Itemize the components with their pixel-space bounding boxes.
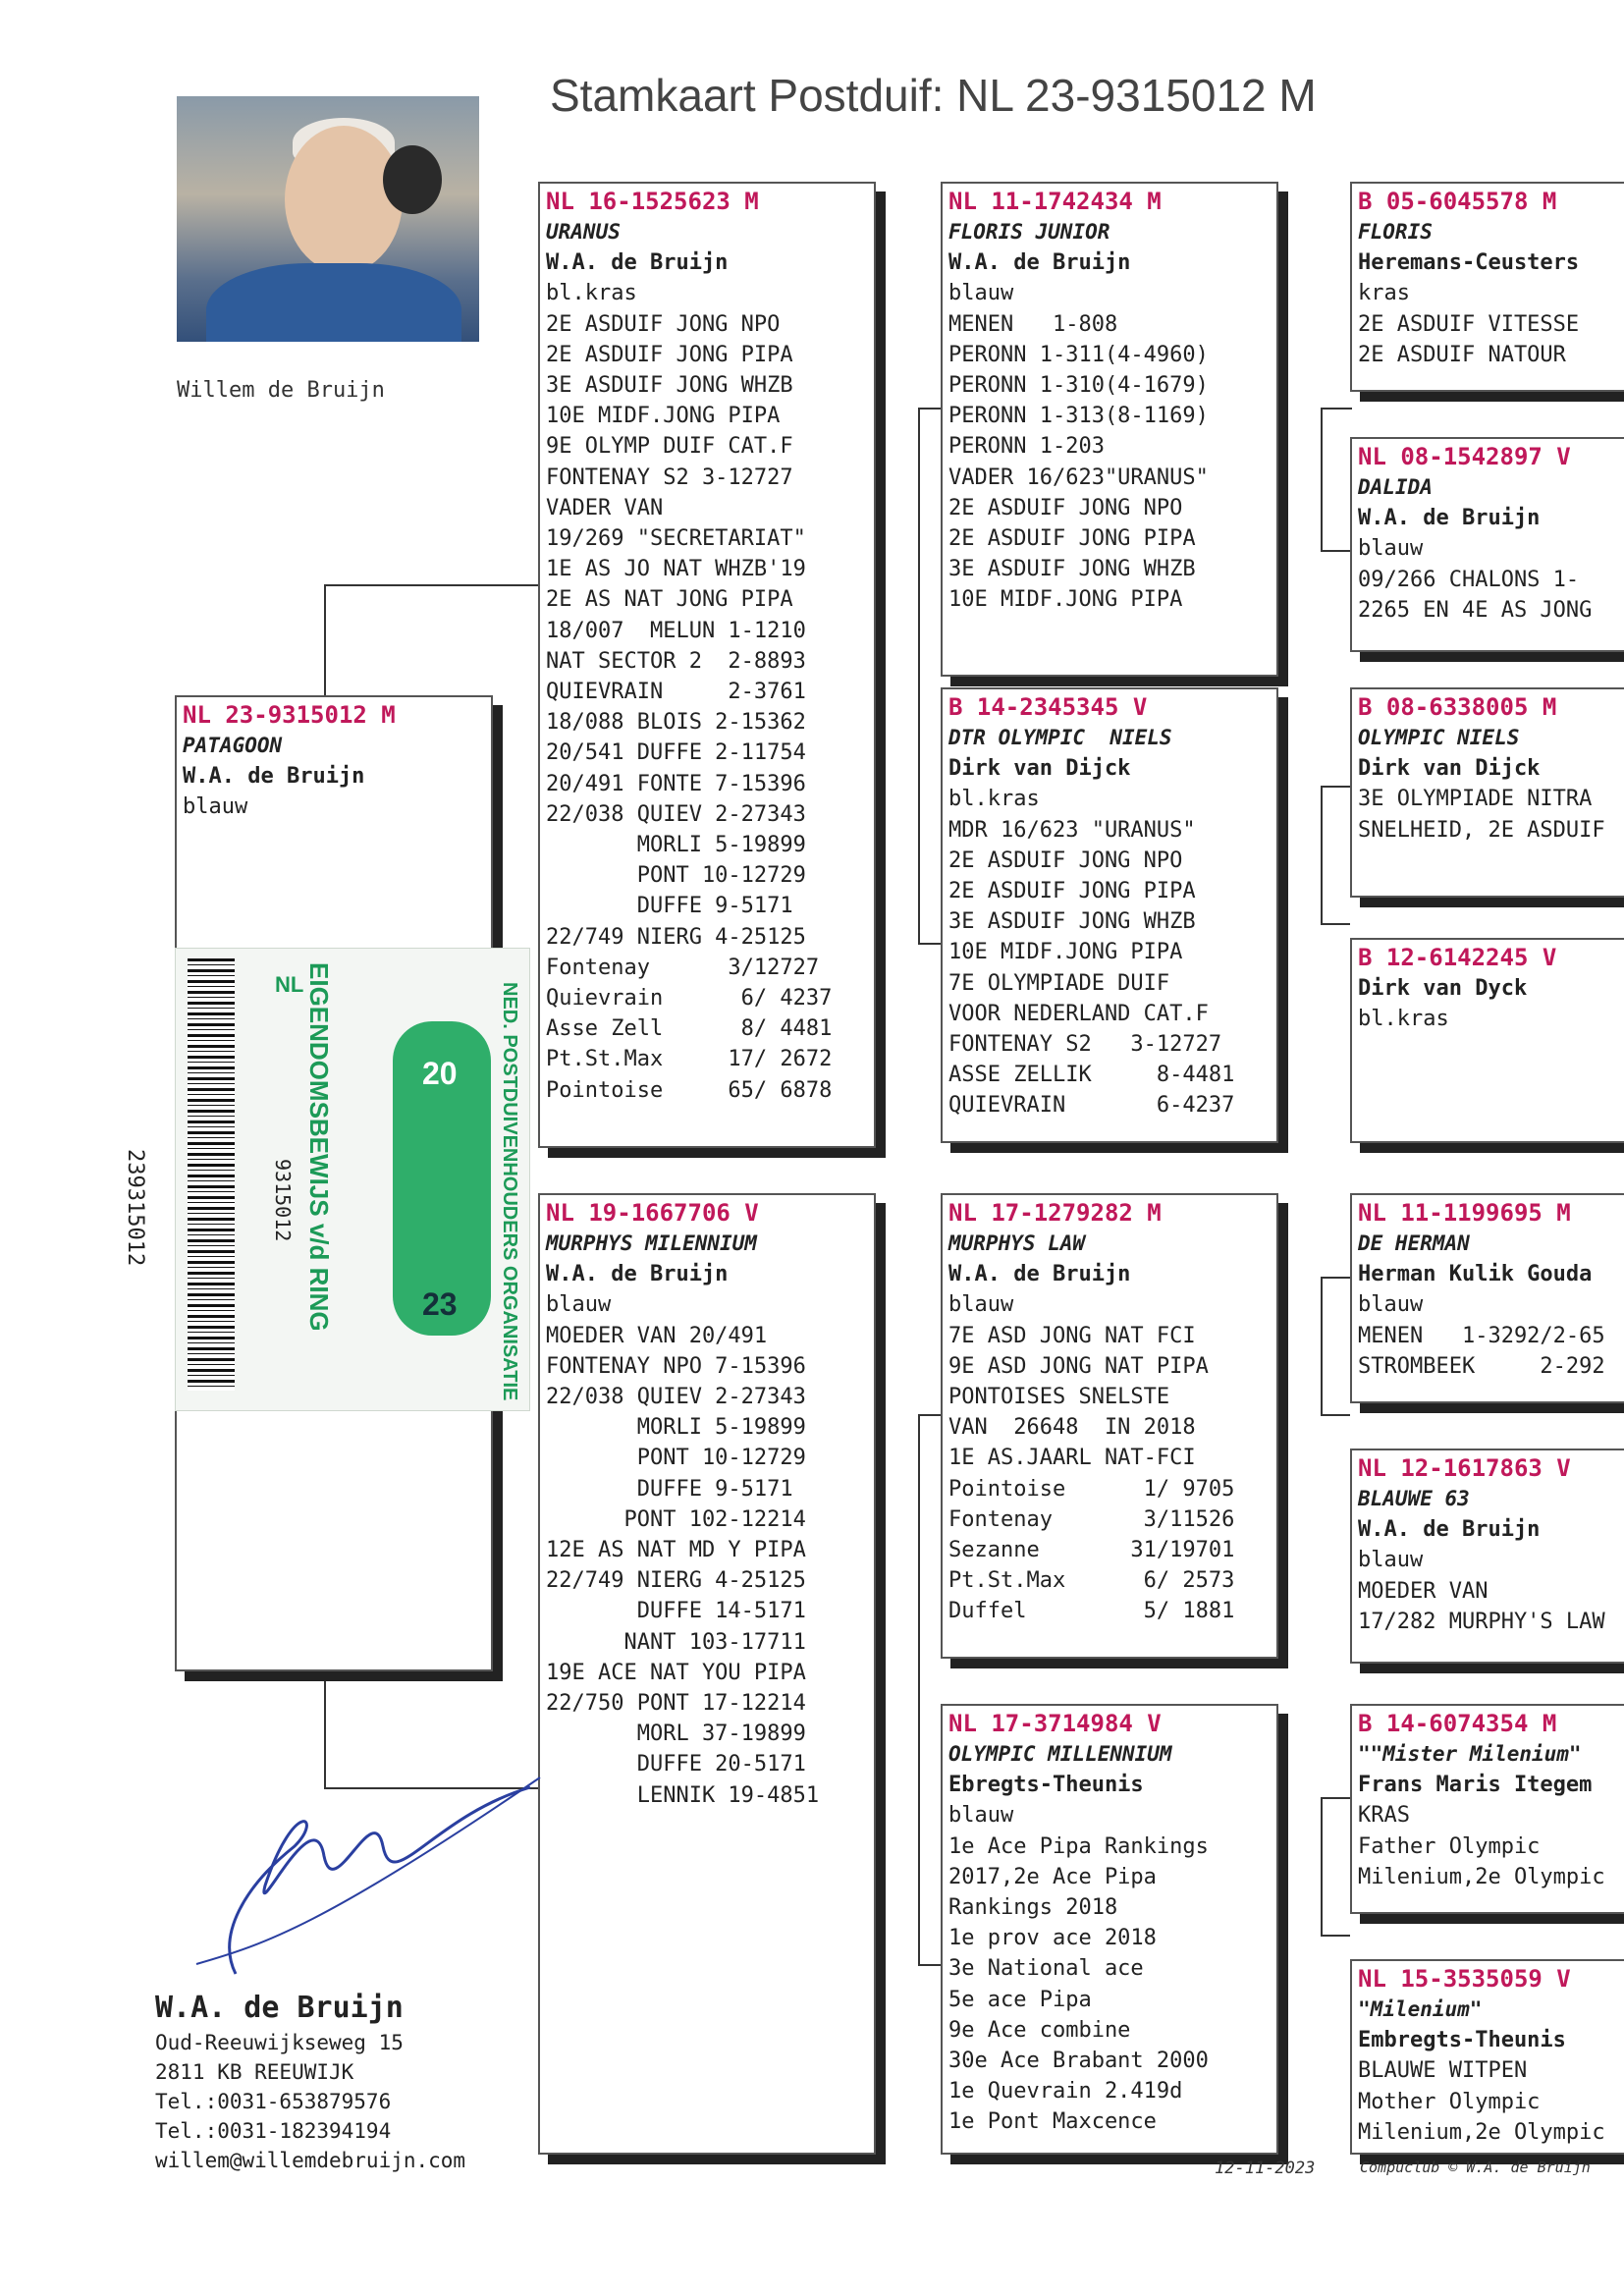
card-line: kras: [1358, 281, 1410, 306]
card-line: LENNIK 19-4851: [546, 1782, 820, 1808]
card-line: 12E AS NAT MD Y PIPA: [546, 1538, 806, 1563]
card-line: QUIEVRAIN 6-4237: [948, 1093, 1235, 1119]
card-line: SNELHEID, 2E ASDUIF: [1358, 817, 1605, 843]
pigeon-name: URANUS: [546, 220, 621, 244]
ring-number: NL 12-1617863 V: [1358, 1454, 1571, 1482]
card-line: MOEDER VAN: [1358, 1578, 1489, 1604]
card-line: Rankings 2018: [948, 1895, 1118, 1921]
card-line: W.A. de Bruijn: [546, 250, 729, 276]
card-line: 2265 EN 4E AS JONG: [1358, 597, 1593, 623]
pigeon-name: PATAGOON: [183, 734, 283, 757]
pigeon-name: OLYMPIC NIELS: [1358, 726, 1520, 749]
pigeon-card-mother-father: [941, 1193, 1278, 1659]
card-line: NANT 103-17711: [546, 1629, 806, 1655]
card-line: 19/269 "SECRETARIAT": [546, 526, 806, 552]
card-line: blauw: [1358, 1292, 1424, 1318]
pigeon-card-father-father: [941, 182, 1278, 677]
card-line: 3E ASDUIF JONG WHZB: [948, 557, 1196, 582]
card-line: QUIEVRAIN 2-3761: [546, 680, 806, 705]
pigeon-card-father: [538, 182, 876, 1148]
card-line: 18/007 MELUN 1-1210: [546, 618, 806, 643]
card-line: MORLI 5-19899: [546, 833, 806, 858]
card-line: 9e Ace combine: [948, 2017, 1131, 2043]
card-line: 1e Pont Maxcence: [948, 2109, 1157, 2135]
card-line: Milenium,2e Olympic: [1358, 1864, 1605, 1889]
connector-mmm: [1321, 1935, 1350, 1937]
pigeon-card-ffm: [1350, 437, 1624, 652]
card-line: DUFFE 14-5171: [546, 1599, 806, 1624]
card-line: Ebregts-Theunis: [948, 1773, 1144, 1798]
ring-number-sticker: 9315012: [271, 1159, 295, 1242]
ring-number: NL 11-1199695 M: [1358, 1199, 1571, 1227]
card-line: DUFFE 9-5171: [546, 894, 793, 919]
card-line: 17/282 MURPHY'S LAW: [1358, 1609, 1605, 1634]
card-line: 2E ASDUIF JONG PIPA: [546, 342, 793, 367]
card-line: VADER VAN: [546, 495, 664, 520]
card-line: 10E MIDF.JONG PIPA: [546, 404, 781, 429]
card-line: VADER 16/623"URANUS": [948, 465, 1209, 490]
pigeon-card-mmm: [1350, 1959, 1624, 2155]
card-line: 1e Quevrain 2.419d: [948, 2079, 1183, 2105]
connector-mf-parents: [1321, 1277, 1352, 1416]
pigeon-name: MURPHYS LAW: [948, 1231, 1086, 1255]
pigeon-name: "Milenium": [1358, 1997, 1483, 2021]
card-line: DUFFE 20-5171: [546, 1752, 806, 1777]
card-line: 2E ASDUIF JONG NPO: [546, 311, 781, 337]
pigeon-card-mother-mother: [941, 1704, 1278, 2155]
pigeon-name: BLAUWE 63: [1358, 1487, 1470, 1510]
card-line: 2017,2e Ace Pipa: [948, 1864, 1157, 1889]
card-line: 30e Ace Brabant 2000: [948, 2049, 1209, 2074]
card-line: 1e Ace Pipa Rankings: [948, 1833, 1209, 1859]
pigeon-card-fmm: [1350, 938, 1624, 1143]
card-line: 10E MIDF.JONG PIPA: [948, 587, 1183, 613]
card-line: Dirk van Dijck: [948, 756, 1131, 782]
card-line: Pt.St.Max 17/ 2672: [546, 1047, 833, 1072]
signature: [177, 1738, 550, 1994]
card-line: Pt.St.Max 6/ 2573: [948, 1568, 1235, 1594]
card-line: Embregts-Theunis: [1358, 2028, 1566, 2053]
card-line: 3e National ace: [948, 1956, 1144, 1982]
card-line: Fontenay 3/12727: [546, 955, 820, 980]
card-line: 3E ASDUIF JONG WHZB: [948, 909, 1196, 935]
card-line: ASSE ZELLIK 8-4481: [948, 1063, 1235, 1088]
card-line: 10E MIDF.JONG PIPA: [948, 940, 1183, 965]
card-line: NAT SECTOR 2 2-8893: [546, 648, 806, 674]
pigeon-card-father-mother: [941, 687, 1278, 1143]
card-line: 18/088 BLOIS 2-15362: [546, 710, 806, 736]
card-line: KRAS: [1358, 1803, 1410, 1829]
ring-country: NL: [275, 972, 304, 997]
card-line: Sezanne 31/19701: [948, 1538, 1235, 1563]
card-line: 2E ASDUIF JONG PIPA: [948, 879, 1196, 904]
card-line: Fontenay 3/11526: [948, 1506, 1235, 1532]
ring-number: NL 08-1542897 V: [1358, 443, 1571, 470]
print-date: 12-11-2023: [1215, 2159, 1316, 2178]
pigeon-card-mother: [538, 1193, 876, 2155]
ring-number: NL 15-3535059 V: [1358, 1965, 1571, 1993]
card-line: Heremans-Ceusters: [1358, 250, 1580, 276]
card-line: Asse Zell 8/ 4481: [546, 1016, 833, 1042]
pigeon-card-fff: [1350, 182, 1624, 392]
card-line: blauw: [948, 1803, 1014, 1829]
card-line: 2E ASDUIF JONG NPO: [948, 495, 1183, 520]
ring-number: NL 11-1742434 M: [948, 188, 1162, 215]
card-line: W.A. de Bruijn: [546, 1262, 729, 1287]
pigeon-name: ""Mister Milenium": [1358, 1742, 1582, 1766]
pigeon-name: DE HERMAN: [1358, 1231, 1470, 1255]
card-line: 9E OLYMP DUIF CAT.F: [546, 434, 793, 460]
connector-ffm: [1321, 550, 1350, 552]
photo-caption: Willem de Bruijn: [177, 378, 385, 403]
pigeon-card-fmf: [1350, 687, 1624, 898]
owner-phone-1: Tel.:0031-653879576: [155, 2090, 392, 2113]
card-line: Herman Kulik Gouda: [1358, 1262, 1593, 1287]
pigeon-name: FLORIS: [1358, 220, 1433, 244]
card-line: PERONN 1-203: [948, 434, 1105, 460]
pigeon-card-mmf: [1350, 1704, 1624, 1914]
pigeon-card-mff: [1350, 1193, 1624, 1403]
card-line: Quievrain 6/ 4237: [546, 986, 833, 1011]
connector-mm-parents: [1321, 1797, 1352, 1937]
card-line: 2E ASDUIF VITESSE: [1358, 311, 1580, 337]
card-line: 22/749 NIERG 4-25125: [546, 924, 806, 950]
ring-organisation: NED. POSTDUIVENHOUDERS ORGANISATIE: [499, 982, 520, 1401]
card-line: PERONN 1-311(4-4960): [948, 342, 1209, 367]
card-line: W.A. de Bruijn: [948, 250, 1131, 276]
card-line: MENEN 1-3292/2-65: [1358, 1323, 1605, 1348]
card-line: blauw: [183, 794, 248, 820]
card-line: 1E AS.JAARL NAT-FCI: [948, 1446, 1196, 1471]
card-line: 7E OLYMPIADE DUIF: [948, 970, 1170, 996]
card-line: 3E ASDUIF JONG WHZB: [546, 373, 793, 399]
card-line: MORLI 5-19899: [546, 1415, 806, 1441]
card-line: VOOR NEDERLAND CAT.F: [948, 1001, 1209, 1026]
card-line: 20/541 DUFFE 2-11754: [546, 740, 806, 766]
connector-fmm: [1321, 923, 1350, 925]
ring-number: NL 16-1525623 M: [546, 188, 759, 215]
card-line: W.A. de Bruijn: [1358, 506, 1541, 531]
ring-number: B 08-6338005 M: [1358, 693, 1557, 721]
pigeon-name: DTR OLYMPIC NIELS: [948, 726, 1172, 749]
ring-number: NL 19-1667706 V: [546, 1199, 759, 1227]
card-line: blauw: [546, 1292, 612, 1318]
card-line: 9E ASD JONG NAT PIPA: [948, 1353, 1209, 1379]
card-line: blauw: [1358, 536, 1424, 562]
connector-fm-parents: [1321, 786, 1352, 925]
card-line: PONT 10-12729: [546, 863, 806, 889]
card-line: 22/038 QUIEV 2-27343: [546, 801, 806, 827]
card-line: MDR 16/623 "URANUS": [948, 817, 1196, 843]
card-line: PONTOISES SNELSTE: [948, 1385, 1170, 1410]
card-line: PONT 10-12729: [546, 1446, 806, 1471]
card-line: BLAUWE WITPEN: [1358, 2058, 1528, 2084]
ring-number: B 14-2345345 V: [948, 693, 1148, 721]
pigeon-name: OLYMPIC MILLENNIUM: [948, 1742, 1172, 1766]
card-line: 2E ASDUIF JONG PIPA: [948, 526, 1196, 552]
pigeon-name: MURPHYS MILENNIUM: [546, 1231, 757, 1255]
card-line: 22/038 QUIEV 2-27343: [546, 1385, 806, 1410]
card-line: PONT 102-12214: [546, 1506, 806, 1532]
card-line: PERONN 1-310(4-1679): [948, 373, 1209, 399]
card-line: 22/750 PONT 17-12214: [546, 1691, 806, 1717]
owner-phone-2: Tel.:0031-182394194: [155, 2119, 392, 2143]
card-line: blauw: [948, 1292, 1014, 1318]
ring-number: NL 23-9315012 M: [183, 701, 396, 729]
card-line: FONTENAY S2 3-12727: [948, 1032, 1222, 1058]
card-line: Pointoise 65/ 6878: [546, 1077, 833, 1103]
card-line: 1E AS JO NAT WHZB'19: [546, 557, 806, 582]
card-line: 19E ACE NAT YOU PIPA: [546, 1660, 806, 1685]
card-line: 2E ASDUIF JONG NPO: [948, 847, 1183, 873]
ring-number: B 12-6142245 V: [1358, 944, 1557, 971]
pigeon-name: FLORIS JUNIOR: [948, 220, 1110, 244]
card-line: MENEN 1-808: [948, 311, 1118, 337]
owner-email[interactable]: willem@willemdebruijn.com: [155, 2149, 466, 2172]
card-line: 3E OLYMPIADE NITRA: [1358, 787, 1593, 812]
card-line: 2E AS NAT JONG PIPA: [546, 587, 793, 613]
card-line: Mother Olympic: [1358, 2089, 1541, 2114]
card-line: FONTENAY S2 3-12727: [546, 465, 793, 490]
card-line: bl.kras: [546, 281, 637, 306]
pigeon-name: DALIDA: [1358, 475, 1433, 499]
card-line: 5e ace Pipa: [948, 1987, 1092, 2012]
card-line: 09/266 CHALONS 1-: [1358, 567, 1580, 592]
ring-number: NL 17-3714984 V: [948, 1710, 1162, 1737]
ring-number: NL 17-1279282 M: [948, 1199, 1162, 1227]
ring-year-bottom: 23: [422, 1286, 458, 1322]
page-title: Stamkaart Postduif: NL 23-9315012 M: [550, 70, 1317, 121]
card-line: Dirk van Dyck: [1358, 976, 1528, 1001]
connector-main-father: [324, 584, 542, 704]
owner-city: 2811 KB REEUWIJK: [155, 2060, 354, 2084]
card-line: Dirk van Dijck: [1358, 756, 1541, 782]
barcode: [188, 958, 235, 1391]
card-line: Duffel 5/ 1881: [948, 1599, 1235, 1624]
owner-name: W.A. de Bruijn: [155, 1991, 404, 2025]
card-line: Milenium,2e Olympic: [1358, 2119, 1605, 2145]
card-line: 20/491 FONTE 7-15396: [546, 771, 806, 796]
card-line: W.A. de Bruijn: [1358, 1517, 1541, 1543]
card-line: MORL 37-19899: [546, 1722, 806, 1747]
card-line: VAN 26648 IN 2018: [948, 1415, 1196, 1441]
software-credit: Compuclub © W.A. de Bruijn: [1360, 2159, 1591, 2176]
card-line: Frans Maris Itegem: [1358, 1773, 1593, 1798]
card-line: DUFFE 9-5171: [546, 1476, 793, 1502]
card-line: blauw: [948, 281, 1014, 306]
owner-photo: [177, 96, 479, 342]
card-line: W.A. de Bruijn: [948, 1262, 1131, 1287]
connector-mfm: [1321, 1414, 1350, 1416]
card-line: Father Olympic: [1358, 1833, 1541, 1859]
card-line: Pointoise 1/ 9705: [948, 1476, 1235, 1502]
card-line: 1e prov ace 2018: [948, 1926, 1157, 1951]
card-line: MOEDER VAN 20/491: [546, 1323, 768, 1348]
card-line: FONTENAY NPO 7-15396: [546, 1353, 806, 1379]
card-line: 2E ASDUIF NATOUR: [1358, 342, 1566, 367]
barcode-number: 239315012: [123, 1149, 147, 1267]
card-line: 22/749 NIERG 4-25125: [546, 1568, 806, 1594]
card-line: STROMBEEK 2-292: [1358, 1353, 1605, 1379]
ring-year-top: 20: [422, 1056, 458, 1091]
owner-address: Oud-Reeuwijkseweg 15: [155, 2031, 404, 2054]
card-line: bl.kras: [1358, 1007, 1449, 1032]
card-line: PERONN 1-313(8-1169): [948, 404, 1209, 429]
card-line: bl.kras: [948, 787, 1040, 812]
connector-ff-parents: [1321, 408, 1352, 552]
pigeon-card-mfm: [1350, 1449, 1624, 1664]
ring-number: B 14-6074354 M: [1358, 1710, 1557, 1737]
ring-label: EIGENDOMSBEWIJS v/d RING: [304, 962, 334, 1332]
owner-address-block: [155, 1989, 465, 2175]
card-line: 7E ASD JONG NAT FCI: [948, 1323, 1196, 1348]
card-line: W.A. de Bruijn: [183, 764, 365, 790]
ring-number: B 05-6045578 M: [1358, 188, 1557, 215]
card-line: blauw: [1358, 1548, 1424, 1573]
